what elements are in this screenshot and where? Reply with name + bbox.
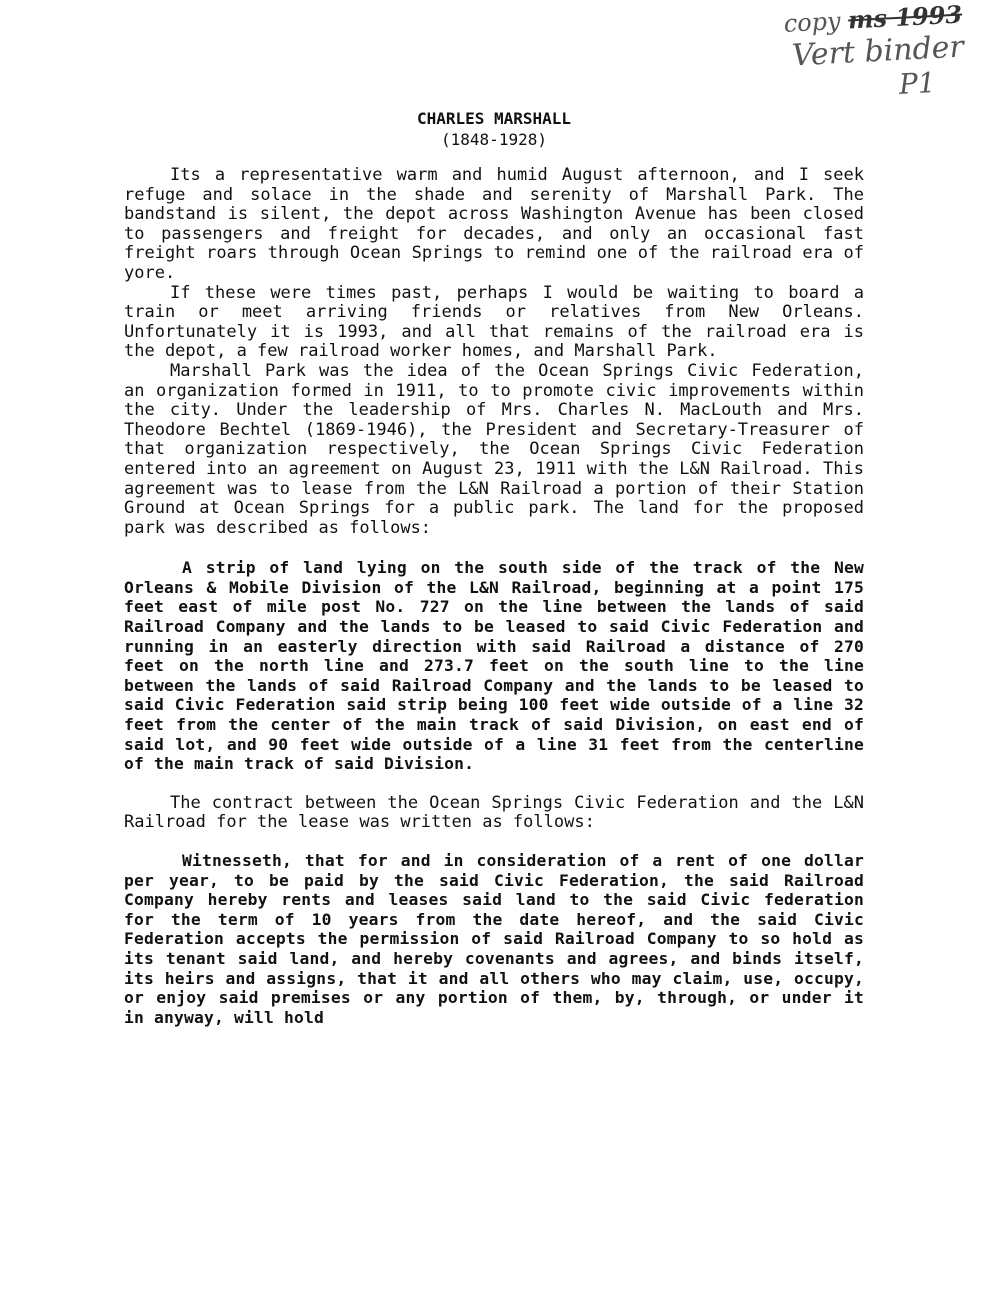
handwritten-annotation	[712, 0, 967, 110]
land-description-quote: A strip of land lying on the south side of the track of the New Orleans & Mobile Division of the L&N Railroad, beginning at a point 175 feet east of mile post No. 727 on the line between the lands of said Railroad Company and the lands to be leased to said Civic Federation and running in an easterly direction with said Railroad a distance of 270 feet on the north line and 273.7 feet on the south line to the line between the lands of said Railroad Company and the lands to be leased to said Civic Federation said strip being 100 feet wide outside of a line 32 feet from the center of the main track of said Division, on east end of said lot, and 90 feet wide outside of a line 31 feet from the centerline of the main track of said Division.	[124, 558, 864, 774]
annotation-ms: ms 1993	[847, 0, 963, 35]
contract-quote: Witnesseth, that for and in consideration of a rent of one dollar per year, to be paid by the said Civic Federation, the said Railroad Company hereby rents and leases said land to the said Civic federation for the term of 10 years from the date hereof, and the said Civic Federation accepts the permission of said Railroad Company to so hold as its tenant said land, and hereby covenants and agrees, and binds itself, its heirs and assigns, that it and all others who may claim, use, occupy, or enjoy said premises or any portion of them, by, through, or under it in anyway, will hold	[124, 851, 864, 1027]
paragraph-2: If these were times past, perhaps I would be waiting to board a train or meet arriving friends or relatives from New Orleans. Unfortunately it is 1993, and all that remains of the railroad era is the depot, a few railroad worker homes, and Marshall Park.	[124, 282, 864, 362]
document-dates: (1848-1928)	[441, 130, 547, 149]
document-title: CHARLES MARSHALL	[416, 109, 572, 128]
paragraph-3: Marshall Park was the idea of the Ocean Springs Civic Federation, an organization formed in 1911, to to promote civic improvements within the city. Under the leadership of Mrs. Charles N. MacLouth and Mrs. Theodore Bechtel (1869-1946), the President and Secretary-Treasurer of that organization respectively, the Ocean Springs Civic Federation entered into an agreement on August 23, 1911 with the L&N Railroad. This agreement was to lease from the L&N Railroad a portion of their Station Ground at Ocean Springs for a public park. The land for the proposed park was described as follows:	[124, 360, 864, 538]
annotation-binder: Vert binder	[791, 29, 965, 74]
annotation-copy: copy	[783, 6, 842, 38]
document-page	[124, 108, 864, 1027]
paragraph-1: Its a representative warm and humid August afternoon, and I seek refuge and solace in the shade and serenity of Marshall Park. The bandstand is silent, the depot across Washington Avenue has been closed to passengers and freight for decades, and only an occasional fast freight roars through Ocean Springs to remind one of the railroad era of yore.	[124, 165, 864, 283]
paragraph-4: The contract between the Ocean Springs Civic Federation and the L&N Railroad for the lease was written as follows:	[124, 792, 864, 833]
annotation-page: P1	[898, 66, 937, 101]
